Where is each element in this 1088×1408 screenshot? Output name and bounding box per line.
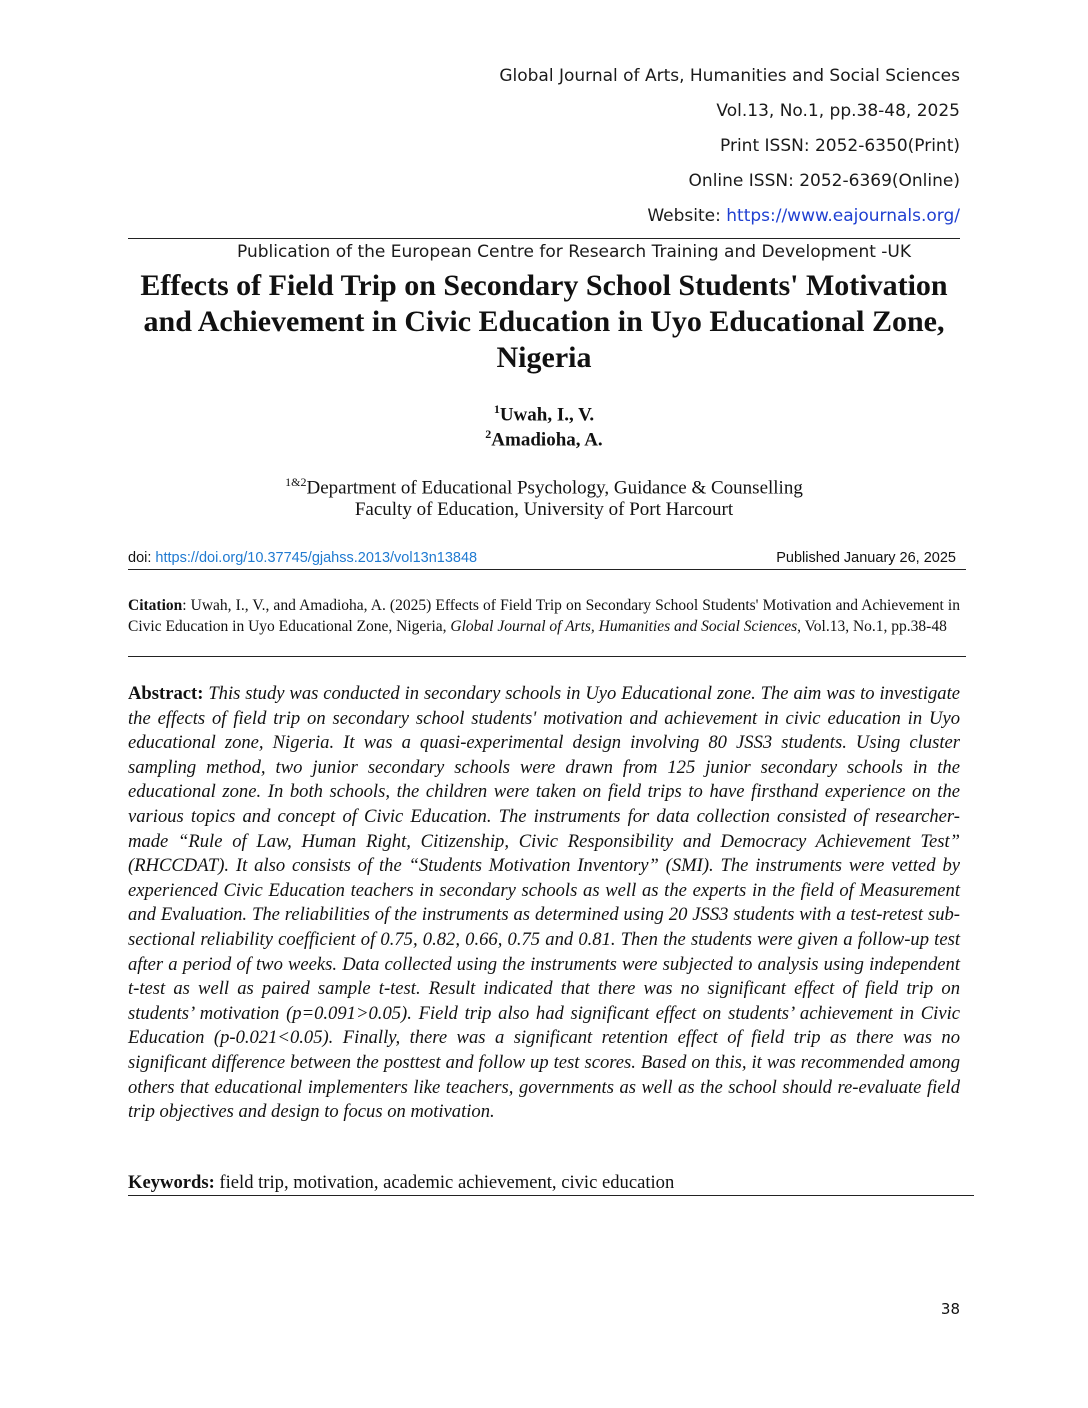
author-1-name: Uwah, I., V. bbox=[499, 404, 595, 426]
affiliation-department bbox=[128, 475, 960, 499]
author-1-sup: 1 bbox=[493, 402, 500, 416]
doi-line bbox=[128, 550, 477, 566]
header-rule bbox=[128, 238, 960, 239]
online-issn: Online ISSN: 2052-6369(Online) bbox=[688, 171, 960, 191]
citation-journal: Global Journal of Arts, Humanities and Social Sciences bbox=[450, 618, 798, 635]
volume-info: Vol.13, No.1, pp.38-48, 2025 bbox=[716, 101, 960, 121]
citation-tail: , Vol.13, No.1, pp.38-48 bbox=[797, 618, 947, 635]
citation-block bbox=[128, 595, 960, 637]
page-number: 38 bbox=[940, 1300, 960, 1318]
website-label: Website: bbox=[647, 206, 727, 226]
author-1 bbox=[128, 402, 960, 426]
journal-name: Global Journal of Arts, Humanities and Social Sciences bbox=[499, 66, 960, 86]
abstract-block bbox=[128, 682, 960, 1125]
paper-title: Effects of Field Trip on Secondary School Students' Motivation and Achievement in Civic Education in Uyo Educational Zone, Nigeria bbox=[140, 269, 948, 374]
affiliation-sup: 1&2 bbox=[285, 475, 307, 489]
citation-rule bbox=[128, 656, 966, 657]
abstract-label: Abstract: bbox=[128, 683, 204, 704]
print-issn: Print ISSN: 2052-6350(Print) bbox=[720, 136, 960, 156]
abstract-text: This study was conducted in secondary schools in Uyo Educational zone. The aim was to investigate the effects of field trip on secondary school students' motivation and achievement in civic education in Uyo educational zone, Nigeria. It was a quasi-experimental design involving 80 JSS3 students. Using cluster sampling method, two junior secondary schools were drawn from 125 junior secondary schools in the educational zone. In both schools, the children were taken on field trips to have firsthand experience on the various topics and concept of Civic Education. The instruments for data collection consisted of researcher-made “Rule of Law, Human Right, Citizenship, Civic Responsibility and Democracy Achievement Test” (RHCCDAT). It also consists of the “Students Motivation Inventory” (SMI). The instruments were vetted by experienced Civic Education teachers in secondary schools as well as the experts in the field of Measurement and Evaluation. The reliabilities of the instruments as determined using 20 JSS3 students with a test-retest sub-sectional reliability coefficient of 0.75, 0.82, 0.66, 0.75 and 0.81. Then the students were given a follow-up test after a period of two weeks. Data collected using the instruments were subjected to analysis using independent t-test as well as paired sample t-test. Result indicated that there was no significant effect of field trip on students’ motivation (p=0.091>0.05). Field trip also had significant effect on students’ achievement in Civic Education (p-0.021<0.05). Finally, there was a significant retention effect of field trip as there was no significant difference between the posttest and follow up test scores. Based on this, it was recommended among others that educational implementers like teachers, governments as well as the school should re-evaluate field trip objectives and design to focus on motivation. bbox=[128, 683, 961, 1123]
published-date: Published January 26, 2025 bbox=[776, 550, 956, 566]
doi-label: doi: bbox=[128, 550, 156, 566]
affiliation-faculty: Faculty of Education, University of Port Harcourt bbox=[354, 499, 734, 520]
affiliation-line1: Department of Educational Psychology, Guidance & Counselling bbox=[306, 477, 803, 499]
keywords-line bbox=[128, 1172, 960, 1194]
keywords-label: Keywords: bbox=[128, 1172, 215, 1193]
doi-link[interactable]: https://doi.org/10.37745/gjahss.2013/vol13n13848 bbox=[155, 550, 478, 566]
author-2-sup: 2 bbox=[485, 427, 492, 441]
doi-rule bbox=[128, 569, 966, 570]
citation-label: Citation bbox=[128, 597, 183, 614]
keywords-text: field trip, motivation, academic achievement, civic education bbox=[214, 1172, 675, 1193]
publisher-line: Publication of the European Centre for Research Training and Development -UK bbox=[237, 242, 912, 262]
website-link[interactable]: https://www.eajournals.org/ bbox=[726, 206, 960, 226]
citation-text: : Uwah, I., V., and Amadioha, A. (2025) Effects of Field Trip on Secondary School Students' Motivation and Achievement in Civic Education in Uyo Educational Zone, Nigeria, bbox=[128, 597, 960, 635]
keywords-rule bbox=[128, 1195, 974, 1196]
author-2 bbox=[128, 427, 960, 451]
website-line bbox=[647, 206, 960, 226]
author-2-name: Amadioha, A. bbox=[491, 429, 603, 451]
